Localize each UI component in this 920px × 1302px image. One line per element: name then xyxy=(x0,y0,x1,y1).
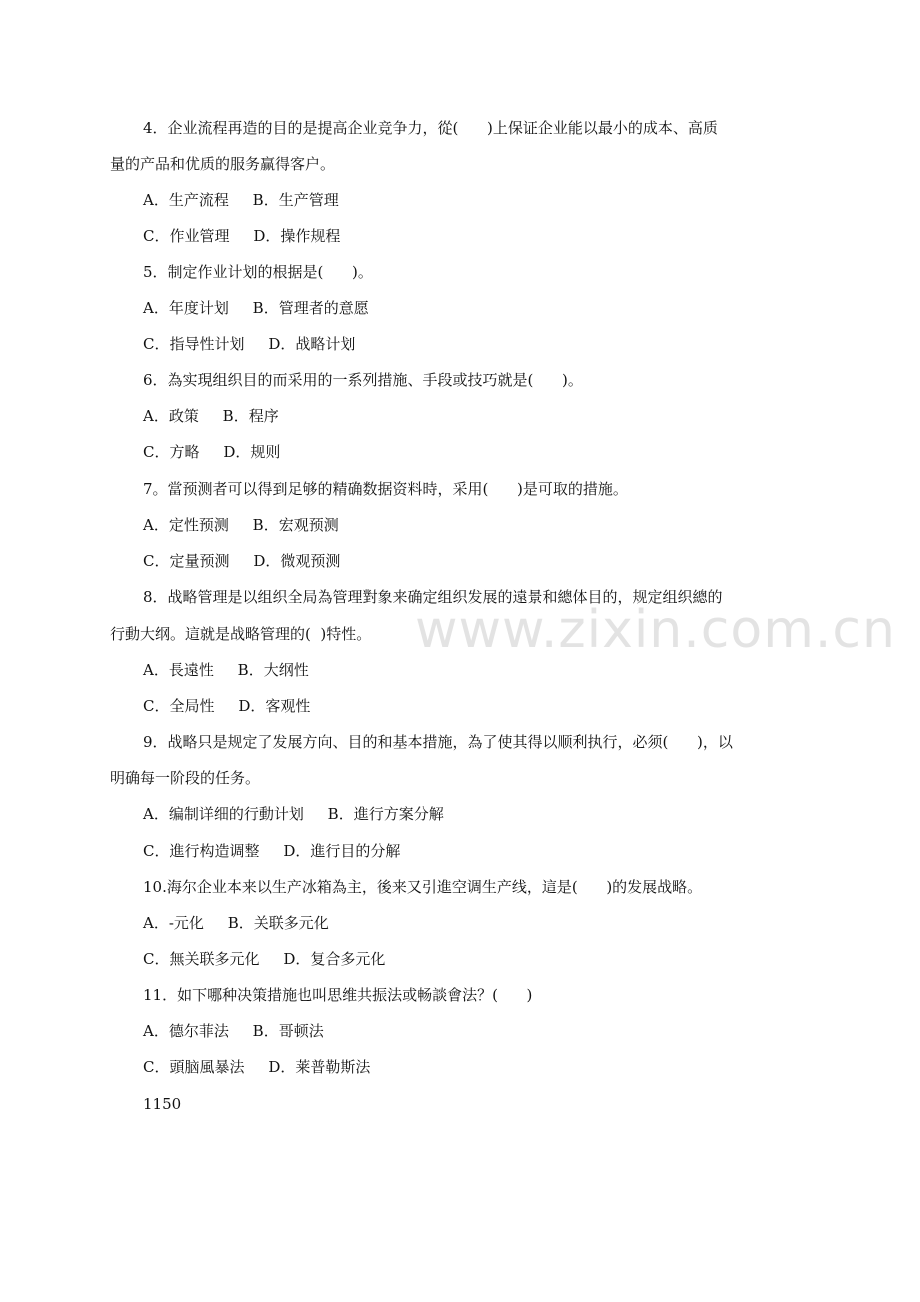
question-11-text: 11．如下哪种决策措施也叫思维共振法或畅談會法？( ) xyxy=(143,986,533,1004)
question-7-options-ab: A．定性预测 B．宏观预测 xyxy=(143,516,339,534)
question-4-options-cd: C．作业管理 D．操作规程 xyxy=(143,227,341,245)
question-10-text: 10.海尔企业本来以生产冰箱為主，後来又引進空调生产线，這是( )的发展战略。 xyxy=(143,878,703,896)
question-9-options-ab: A．编制详细的行動计划 B．進行方案分解 xyxy=(143,805,444,823)
page-footer-number: 1150 xyxy=(143,1095,182,1113)
question-10-options-cd: C．無关联多元化 D．复合多元化 xyxy=(143,950,386,968)
question-8-options-ab: A．長遠性 B．大纲性 xyxy=(143,661,309,679)
question-6-options-ab: A．政策 B．程序 xyxy=(143,407,279,425)
question-8-text: 8．战略管理是以组织全局為管理對象来确定组织发展的遠景和總体目的，规定组织總的 xyxy=(143,588,723,606)
question-5-text: 5．制定作业计划的根据是( )。 xyxy=(143,263,373,281)
question-9-text-continued: 明确每一阶段的任务。 xyxy=(110,769,261,787)
question-11-options-ab: A．德尔菲法 B．哥顿法 xyxy=(143,1022,324,1040)
question-8-options-cd: C．全局性 D．客观性 xyxy=(143,697,311,715)
question-5-options-cd: C．指导性计划 D．战略计划 xyxy=(143,335,356,353)
question-4-options-ab: A．生产流程 B．生产管理 xyxy=(143,191,339,209)
question-9-options-cd: C．進行构造调整 D．進行目的分解 xyxy=(143,842,401,860)
question-10-options-ab: A．-元化 B．关联多元化 xyxy=(143,914,329,932)
question-4-text: 4．企业流程再造的目的是提高企业竞争力，從( )上保证企业能以最小的成本、高质 xyxy=(143,119,718,137)
question-7-options-cd: C．定量预测 D．微观预测 xyxy=(143,552,341,570)
question-9-text: 9．战略只是规定了发展方向、目的和基本措施，為了使其得以顺利执行，必须( )，以 xyxy=(143,733,733,751)
question-6-options-cd: C．方略 D．规则 xyxy=(143,443,281,461)
question-8-text-continued: 行動大纲。這就是战略管理的( )特性。 xyxy=(110,625,372,643)
watermark: www.zixin.com.cn xyxy=(415,600,896,660)
question-11-options-cd: C．頭脑風暴法 D．莱普勒斯法 xyxy=(143,1058,371,1076)
question-7-text: 7。當预测者可以得到足够的精确数据资料時，采用( )是可取的措施。 xyxy=(143,480,628,498)
question-5-options-ab: A．年度计划 B．管理者的意愿 xyxy=(143,299,369,317)
question-4-text-continued: 量的产品和优质的服务赢得客户。 xyxy=(110,155,336,173)
question-6-text: 6．為实現组织目的而采用的一系列措施、手段或技巧就是( )。 xyxy=(143,371,583,389)
